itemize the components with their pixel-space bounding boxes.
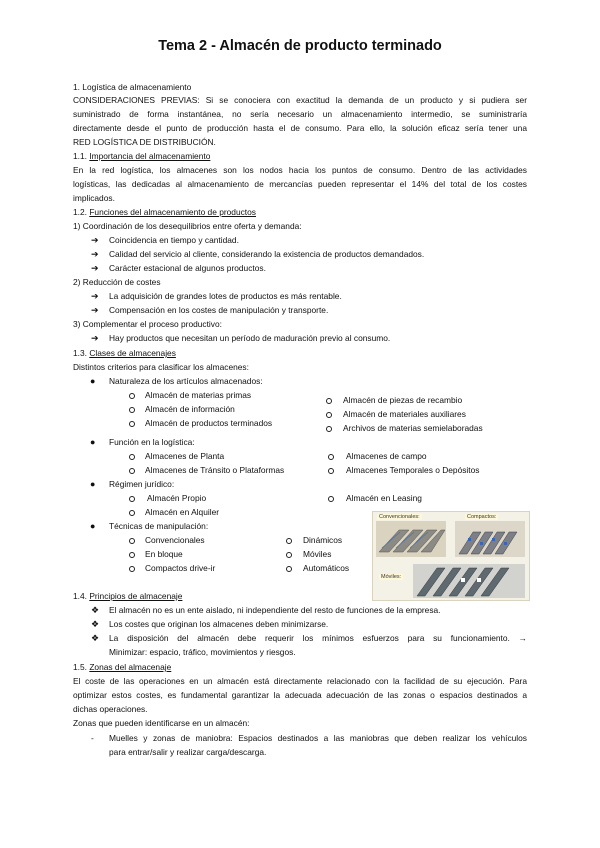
warehouse-types-figure	[372, 511, 530, 601]
arrow-icon: ➔	[91, 249, 99, 259]
s11-line-2: logísticas, las dedicadas al almacenamiento de mercancías pueden representar el 14% del total de los costes	[73, 179, 527, 189]
section-1-5-heading	[73, 662, 171, 673]
list-item: Compensación en los costes de manipulación y transporte.	[109, 305, 329, 315]
s12-group-3: 3) Complementar el proceso productivo:	[73, 319, 222, 329]
circle-bullet-icon	[129, 552, 135, 558]
arrow-icon: ➔	[91, 263, 99, 273]
list-item: Compactos drive-ir	[145, 563, 216, 573]
circle-bullet-icon	[328, 454, 334, 460]
section-1-2-heading	[73, 207, 256, 218]
criterion-2: Función en la logística:	[109, 437, 195, 447]
diamond-bullet-icon: ❖	[91, 605, 100, 615]
s15-line-4: Zonas que pueden identificarse en un almacén:	[73, 718, 250, 728]
circle-bullet-icon	[129, 496, 135, 502]
s15-line-2: optimizar estos costes, es fundamental garantizar la adecuada adecuación de las zonas o espacios destinados a	[73, 690, 527, 700]
list-item: Móviles	[303, 549, 332, 559]
diamond-bullet-icon: ❖	[91, 619, 100, 629]
principle-item: Los costes que originan los almacenes deben minimizarse.	[109, 619, 329, 629]
zone-item-continuation: para entrar/salir y realizar carga/descarga.	[109, 747, 267, 757]
circle-bullet-icon	[129, 468, 135, 474]
s11-number: 1.1.	[73, 151, 87, 161]
figure-label-mobile: Móviles:	[381, 574, 402, 580]
list-item: Almacén de información	[145, 404, 235, 414]
arrow-icon: ➔	[91, 291, 99, 301]
principle-item: El almacén no es un ente aislado, ni independiente del resto de funciones de la empresa.	[109, 605, 441, 615]
s14-number: 1.4.	[73, 591, 87, 601]
circle-bullet-icon	[129, 538, 135, 544]
circle-bullet-icon	[286, 566, 292, 572]
figure-label-compact: Compactos:	[467, 514, 497, 520]
section-1-heading: 1. Logística de almacenamiento	[73, 82, 192, 92]
list-item: Almacenes Temporales o Depósitos	[346, 465, 480, 475]
list-item: La adquisición de grandes lotes de productos es más rentable.	[109, 291, 342, 301]
s12-number: 1.2.	[73, 207, 87, 217]
circle-bullet-icon	[129, 510, 135, 516]
s1-line-2: suministrado de forma instantánea, no sería necesario un almacenamiento intermedio, se suministraría	[73, 109, 527, 119]
list-item: Almacén de productos terminados	[145, 418, 273, 428]
circle-bullet-icon	[286, 552, 292, 558]
section-1-3-heading	[73, 348, 176, 359]
criterion-1: Naturaleza de los artículos almacenados:	[109, 376, 263, 386]
circle-bullet-icon	[326, 426, 332, 432]
s15-title: Zonas del almacenaje	[89, 662, 172, 672]
circle-bullet-icon	[286, 538, 292, 544]
dash-bullet: -	[91, 733, 94, 743]
circle-bullet-icon	[326, 398, 332, 404]
circle-bullet-icon	[129, 454, 135, 460]
s13-title: Clases de almacenajes	[89, 348, 176, 358]
bullet-icon: ●	[90, 376, 96, 386]
circle-bullet-icon	[129, 421, 135, 427]
list-item: Archivos de materias semielaboradas	[343, 423, 483, 433]
list-item: Automáticos	[303, 563, 350, 573]
s1-line-1: CONSIDERACIONES PREVIAS: Si se conociera con exactitud la demanda de un producto y si pudiera ser	[73, 95, 527, 105]
s12-group-1: 1) Coordinación de los desequilibrios entre oferta y demanda:	[73, 221, 302, 231]
criterion-3: Régimen jurídico:	[109, 479, 175, 489]
page-title: Tema 2 - Almacén de producto terminado	[158, 38, 442, 54]
s11-title: Importancia del almacenamiento	[89, 151, 211, 161]
list-item: Almacén de materias primas	[145, 390, 252, 400]
list-item: Almacén de piezas de recambio	[343, 395, 463, 405]
bullet-icon: ●	[90, 437, 96, 447]
list-item: Almacenes de campo	[346, 451, 427, 461]
list-item: Hay productos que necesitan un período de maduración previo al consumo.	[109, 333, 391, 343]
list-item: Almacenes de Tránsito o Plataformas	[145, 465, 285, 475]
list-item: Dinámicos	[303, 535, 343, 545]
s13-number: 1.3.	[73, 348, 87, 358]
circle-bullet-icon	[129, 393, 135, 399]
bullet-icon: ●	[90, 479, 96, 489]
circle-bullet-icon	[129, 407, 135, 413]
s15-number: 1.5.	[73, 662, 87, 672]
list-item: Calidad del servicio al cliente, considerando la existencia de productos demandados.	[109, 249, 425, 259]
list-item: Coincidencia en tiempo y cantidad.	[109, 235, 239, 245]
circle-bullet-icon	[129, 566, 135, 572]
s1-line-4: RED LOGÍSTICA DE DISTRIBUCIÓN.	[73, 137, 216, 147]
s1-line-3: directamente desde el punto de producción hasta el de consumo. Para ello, la solución eficaz sería tener una	[73, 123, 527, 133]
s11-line-3: implicados.	[73, 193, 115, 203]
diamond-bullet-icon: ❖	[91, 633, 100, 643]
s11-line-1: En la red logística, los almacenes son los nodos hacia los puntos de consumo. Dentro de las actividades	[73, 165, 527, 175]
s15-line-1: El coste de las operaciones en un almacén está directamente relacionado con la facilidad de su ejecución. Para	[73, 676, 527, 686]
principle-item-continuation: Minimizar: espacio, tráfico, movimientos y riesgos.	[109, 647, 296, 657]
list-item: Almacén en Alquiler	[145, 507, 220, 517]
bullet-icon: ●	[90, 521, 96, 531]
figure-label-conventional: Convencionales:	[379, 514, 420, 520]
list-item: Convencionales	[145, 535, 205, 545]
s12-title: Funciones del almacenamiento de productos	[89, 207, 256, 217]
warehouse-illustration	[373, 512, 529, 600]
section-1-1-heading	[73, 151, 210, 162]
list-item: Carácter estacional de algunos productos.	[109, 263, 266, 273]
s12-group-2: 2) Reducción de costes	[73, 277, 161, 287]
principle-item: La disposición del almacén debe requerir los mínimos esfuerzos para su funcionamiento. →	[109, 633, 527, 643]
section-1-4-heading	[73, 591, 182, 602]
list-item: Almacenes de Planta	[145, 451, 225, 461]
list-item: Almacén en Leasing	[346, 493, 422, 503]
arrow-icon: ➔	[91, 305, 99, 315]
list-item: Almacén de materiales auxiliares	[343, 409, 466, 419]
s13-intro: Distintos criterios para clasificar los almacenes:	[73, 362, 249, 372]
circle-bullet-icon	[326, 412, 332, 418]
arrow-icon: ➔	[91, 235, 99, 245]
circle-bullet-icon	[328, 496, 334, 502]
list-item: En bloque	[145, 549, 183, 559]
criterion-4: Técnicas de manipulación:	[109, 521, 209, 531]
s15-line-3: dichas operaciones.	[73, 704, 148, 714]
s14-title: Principios de almacenaje	[89, 591, 183, 601]
arrow-icon: ➔	[91, 333, 99, 343]
list-item: Almacén Propio	[147, 493, 207, 503]
zone-item: Muelles y zonas de maniobra: Espacios destinados a las maniobras que deben realizar los vehículos	[109, 733, 527, 743]
circle-bullet-icon	[328, 468, 334, 474]
